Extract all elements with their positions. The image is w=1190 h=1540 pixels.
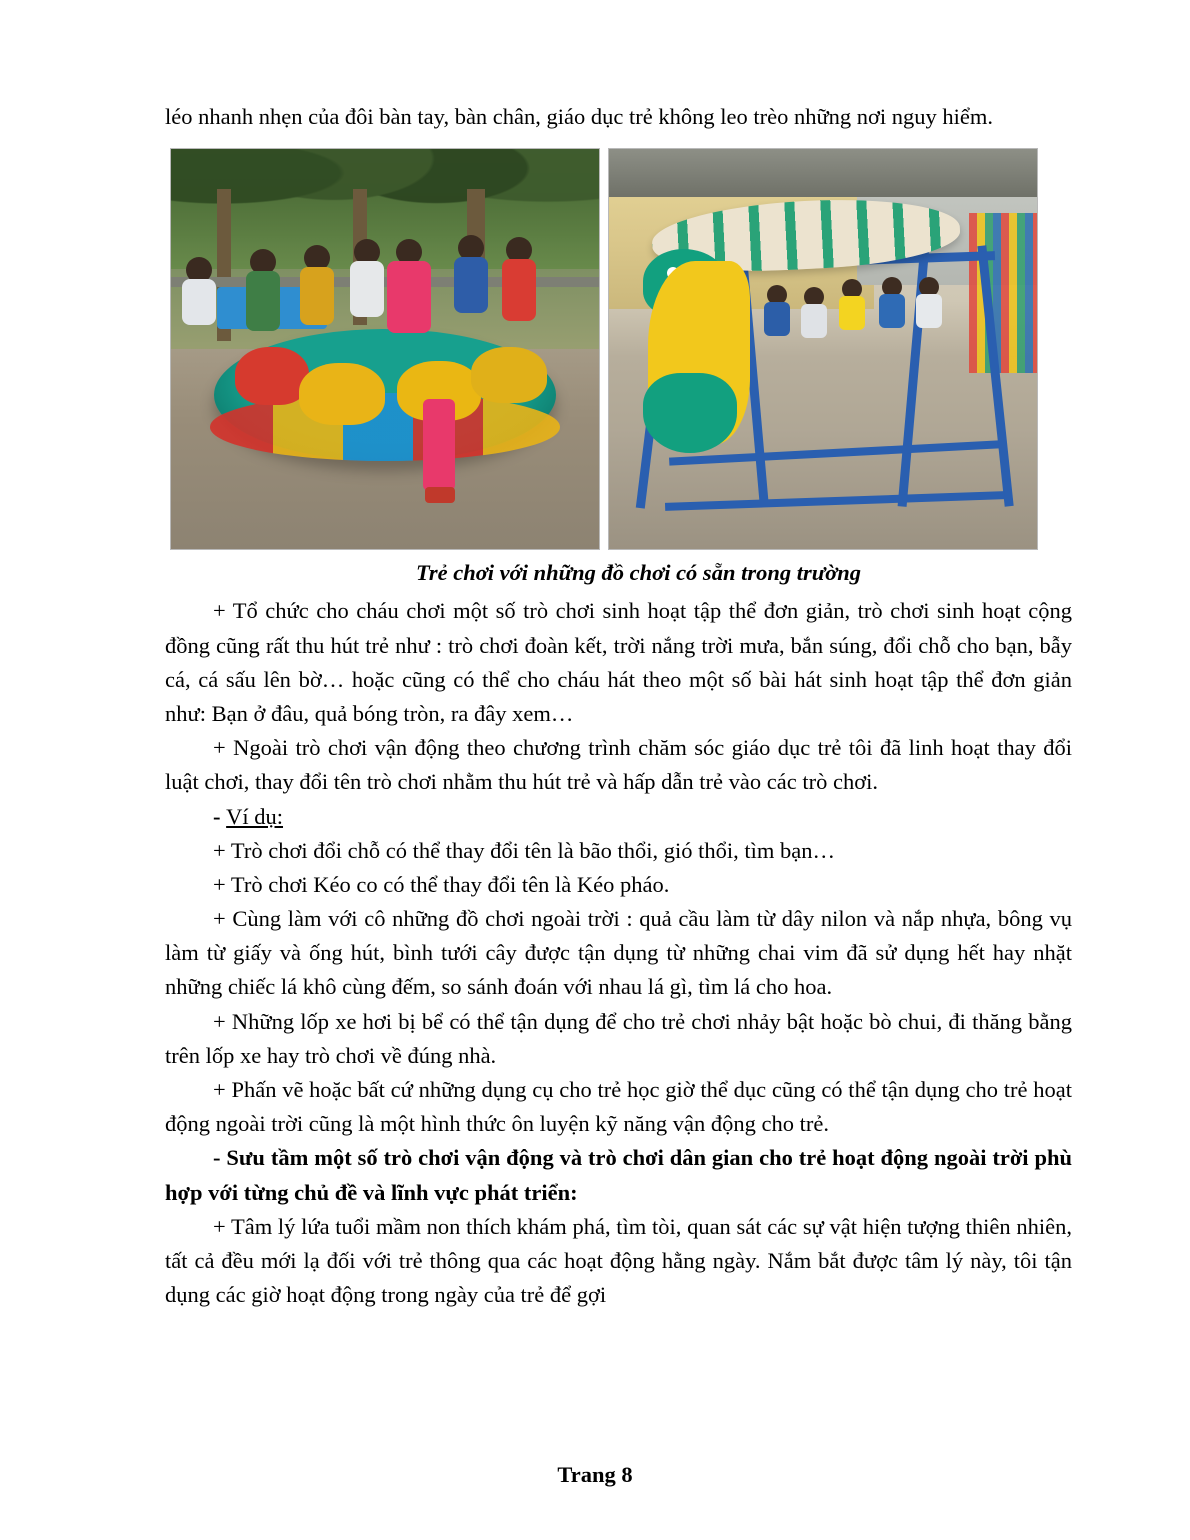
paragraph-child-psychology: + Tâm lý lứa tuổi mầm non thích khám phá, tìm tòi, quan sát các sự vật hiện tượng thiên nhiên, tất cả đều mới lạ đối với trẻ thông qua các hoạt động hằng ngày. Nắm bắt được tâm lý này, tôi tận dụng các giờ hoạt động trong ngày của trẻ để gợi (165, 1213, 1072, 1308)
photo-dragon-swing (608, 148, 1038, 550)
photo2-child-body (764, 302, 790, 336)
photo1-ride-animal (235, 347, 309, 405)
example-label: Ví dụ: (226, 803, 284, 829)
photo1-child-body (300, 267, 334, 325)
photo1-child-shoe (425, 487, 455, 503)
photo2-child-body (801, 304, 827, 338)
paragraph-chalk-equipment: + Phấn vẽ hoặc bất cứ những dụng cụ cho trẻ học giờ thể dục cũng có thể tận dụng cho trẻ hoạt động ngoài trời cũng là một hình thức ôn luyện kỹ năng vận động cho trẻ. (165, 1077, 1072, 1137)
paragraph-heading-collect-games: - Sưu tầm một số trò chơi vận động và trò chơi dân gian cho trẻ hoạt động ngoài trời phù hợp với từng chủ đề và lĩnh vực phát triển: (165, 1145, 1072, 1205)
photo2-child-body (839, 296, 865, 330)
photo2-child-body (879, 294, 905, 328)
paragraph-example-swap-places: + Trò chơi đổi chỗ có thể thay đổi tên là bão thổi, gió thổi, tìm bạn… (213, 837, 836, 863)
photo1-child-body (182, 279, 216, 325)
figure-images (165, 148, 1072, 550)
paragraph-tires: + Những lốp xe hơi bị bể có thể tận dụng để cho trẻ chơi nhảy bật hoặc bò chui, đi thăng bằng trên lốp xe hay trò chơi về đúng nhà. (165, 1008, 1072, 1068)
photo2-child-body (916, 294, 942, 328)
photo-children-carousel (170, 148, 600, 550)
paragraph-handmade-toys: + Cùng làm với cô những đồ chơi ngoài trời : quả cầu làm từ dây nilon và nắp nhựa, bông vụ làm từ giấy và ống hút, bình tưới cây được tận dụng từ những chai vim đã sử dụng hết hay nhặt những chiếc lá khô cùng đếm, so sánh đoán với nhau lá gì, tìm lá cho hoa. (165, 906, 1072, 1000)
photo1-child-body (350, 261, 384, 317)
photo1-child-body (454, 257, 488, 313)
paragraph-rule-variation: + Ngoài trò chơi vận động theo chương trình chăm sóc giáo dục trẻ tôi đã linh hoạt thay đổi luật chơi, thay đổi tên trò chơi nhằm thu hút trẻ và hấp dẫn trẻ vào các trò chơi. (165, 735, 1072, 795)
page-footer: Trang 8 (557, 1462, 633, 1487)
photo2-roof (609, 149, 1037, 197)
example-line (165, 800, 1072, 834)
photo1-ride-animal (471, 347, 547, 403)
figure-caption: Trẻ chơi với những đồ chơi có sẵn trong trường (415, 560, 862, 586)
photo1-child-legs (423, 399, 455, 491)
paragraph-continuation: léo nhanh nhẹn của đôi bàn tay, bàn chân, giáo dục trẻ không leo trèo những nơi nguy hiểm. (165, 104, 994, 129)
example-dash: - (213, 803, 227, 829)
paragraph-example-tug-of-war: + Trò chơi Kéo co có thể thay đổi tên là Kéo pháo. (213, 871, 670, 897)
photo1-child-body (246, 271, 280, 331)
photo1-trees (171, 149, 599, 269)
photo2-colored-fence (969, 213, 1037, 373)
paragraph-group-games: + Tổ chức cho cháu chơi một số trò chơi sinh hoạt tập thể đơn giản, trò chơi sinh hoạt cộng đồng cũng rất thu hút trẻ như : trò chơi đoàn kết, trời nắng trời mưa, bắn súng, đổi chỗ cho bạn, bẫy cá, cá sấu lên bờ… hoặc cũng có thể cho cháu hát theo một số bài hát sinh hoạt tập thể đơn giản như: Bạn ở đâu, quả bóng tròn, ra đây xem… (165, 598, 1072, 726)
document-body (165, 100, 1072, 1312)
photo1-child-body (502, 259, 536, 321)
photo1-ride-animal (299, 363, 385, 425)
photo1-child-body (387, 261, 431, 333)
photo2-dragon-tail (643, 373, 737, 453)
